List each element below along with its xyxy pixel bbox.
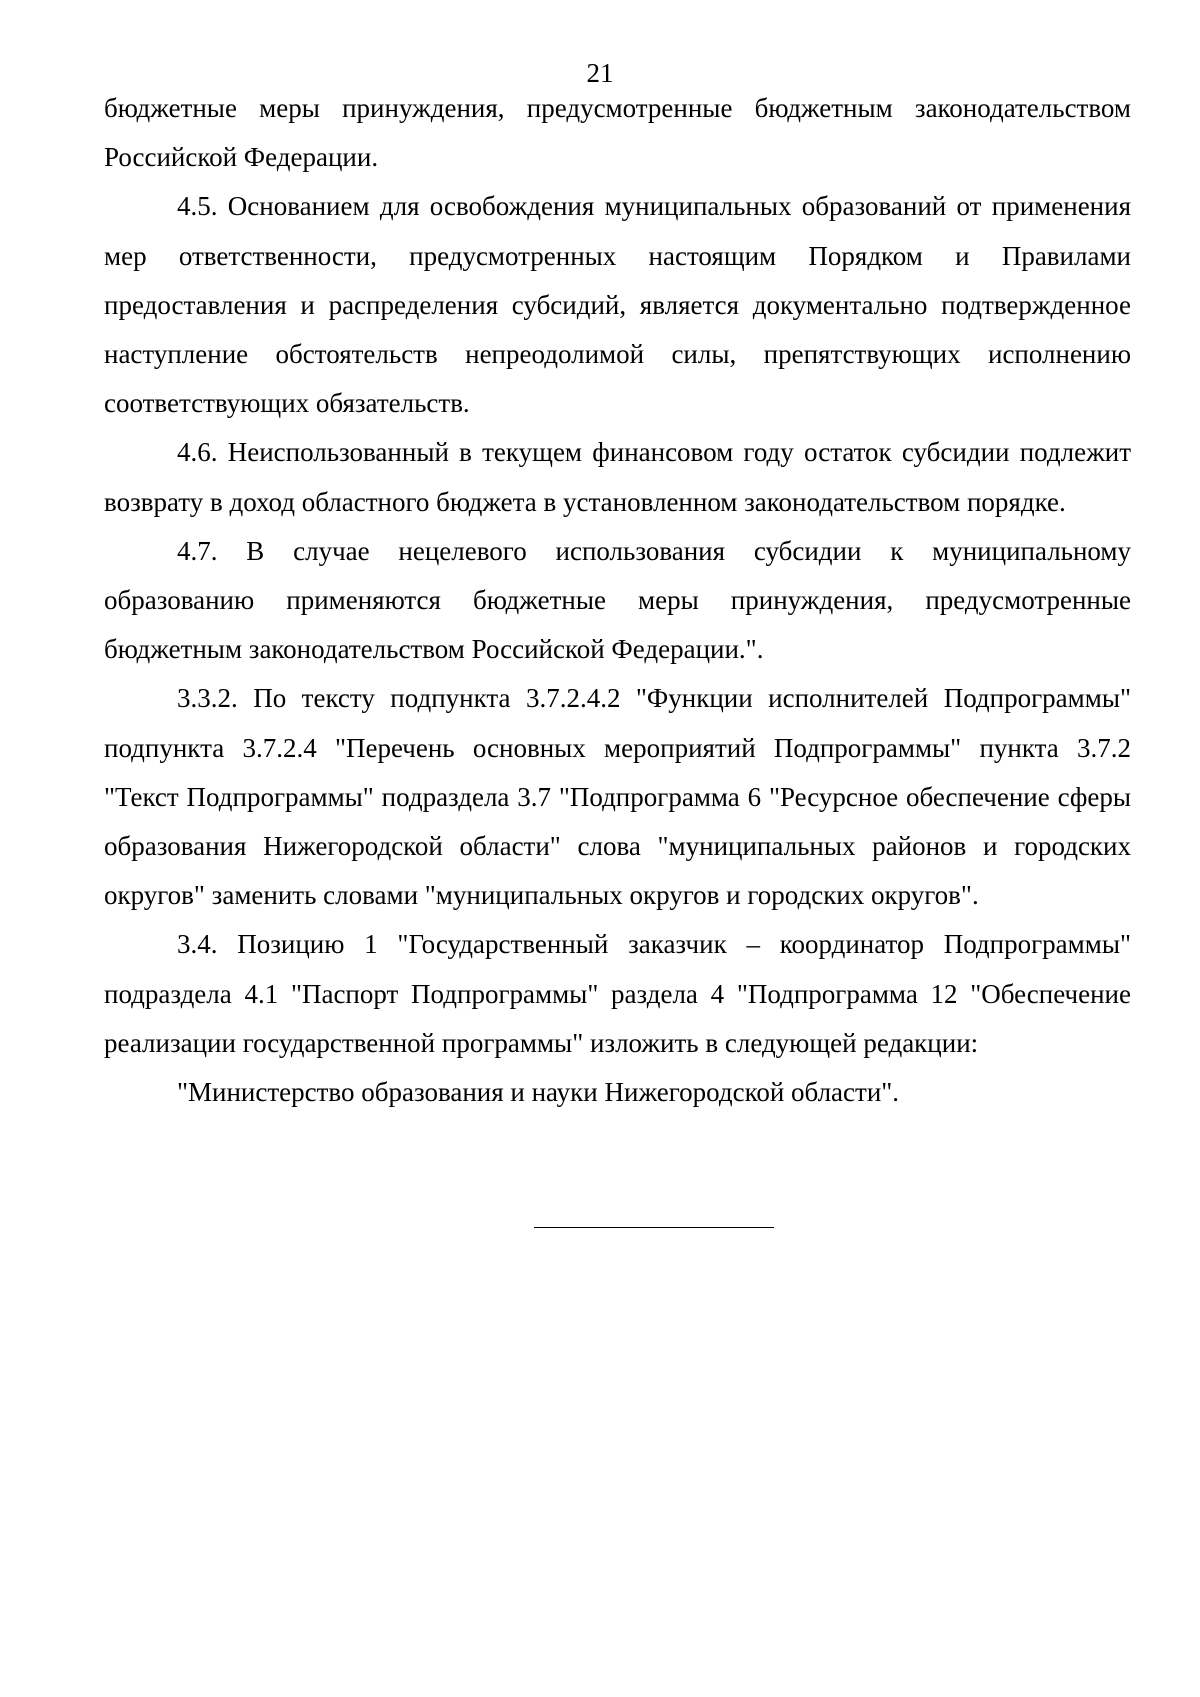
paragraph-3-3-2: 3.3.2. По тексту подпункта 3.7.2.4.2 "Функции исполнителей Подпрограммы" подпункта 3.7.2.4 "Перечень основных мероприятий Подпрограммы" пункта 3.7.2 "Текст Подпрограммы" подраздела 3.7 "Подпрограмма 6 "Ресурсное обеспечение сферы образования Нижегородской области" слова "муниципальных районов и городских округов" заменить словами "муниципальных округов и городских округов". xyxy=(104,683,1131,911)
paragraph-4-6: 4.6. Неиспользованный в текущем финансовом году остаток субсидии подлежит возврату в доход областного бюджета в установленном законодательством порядке. xyxy=(104,437,1131,517)
paragraph-4-7: 4.7. В случае нецелевого использования субсидии к муниципальному образованию применяются бюджетные меры принуждения, предусмотренные бюджетным законодательством Российской Федерации.". xyxy=(104,535,1131,665)
paragraph-continuation: бюджетные меры принуждения, предусмотренные бюджетным законодательством Российской Федерации. xyxy=(104,93,1131,173)
document-body xyxy=(104,84,1131,1117)
closing-divider xyxy=(534,1227,774,1228)
page-number: 21 xyxy=(586,58,614,88)
paragraph-quote: "Министерство образования и науки Нижегородской области". xyxy=(177,1077,900,1108)
paragraph-4-5: 4.5. Основанием для освобождения муниципальных образований от применения мер ответственности, предусмотренных настоящим Порядком и Правилами предоставления и распределения субсидий, является документально подтвержденное наступление обстоятельств непреодолимой силы, препятствующих исполнению соответствующих обязательств. xyxy=(104,191,1131,419)
paragraph-3-4: 3.4. Позицию 1 "Государственный заказчик – координатор Подпрограммы" подраздела 4.1 "Паспорт Подпрограммы" раздела 4 "Подпрограмма 12 "Обеспечение реализации государственной программы" изложить в следующей редакции: xyxy=(104,929,1131,1058)
